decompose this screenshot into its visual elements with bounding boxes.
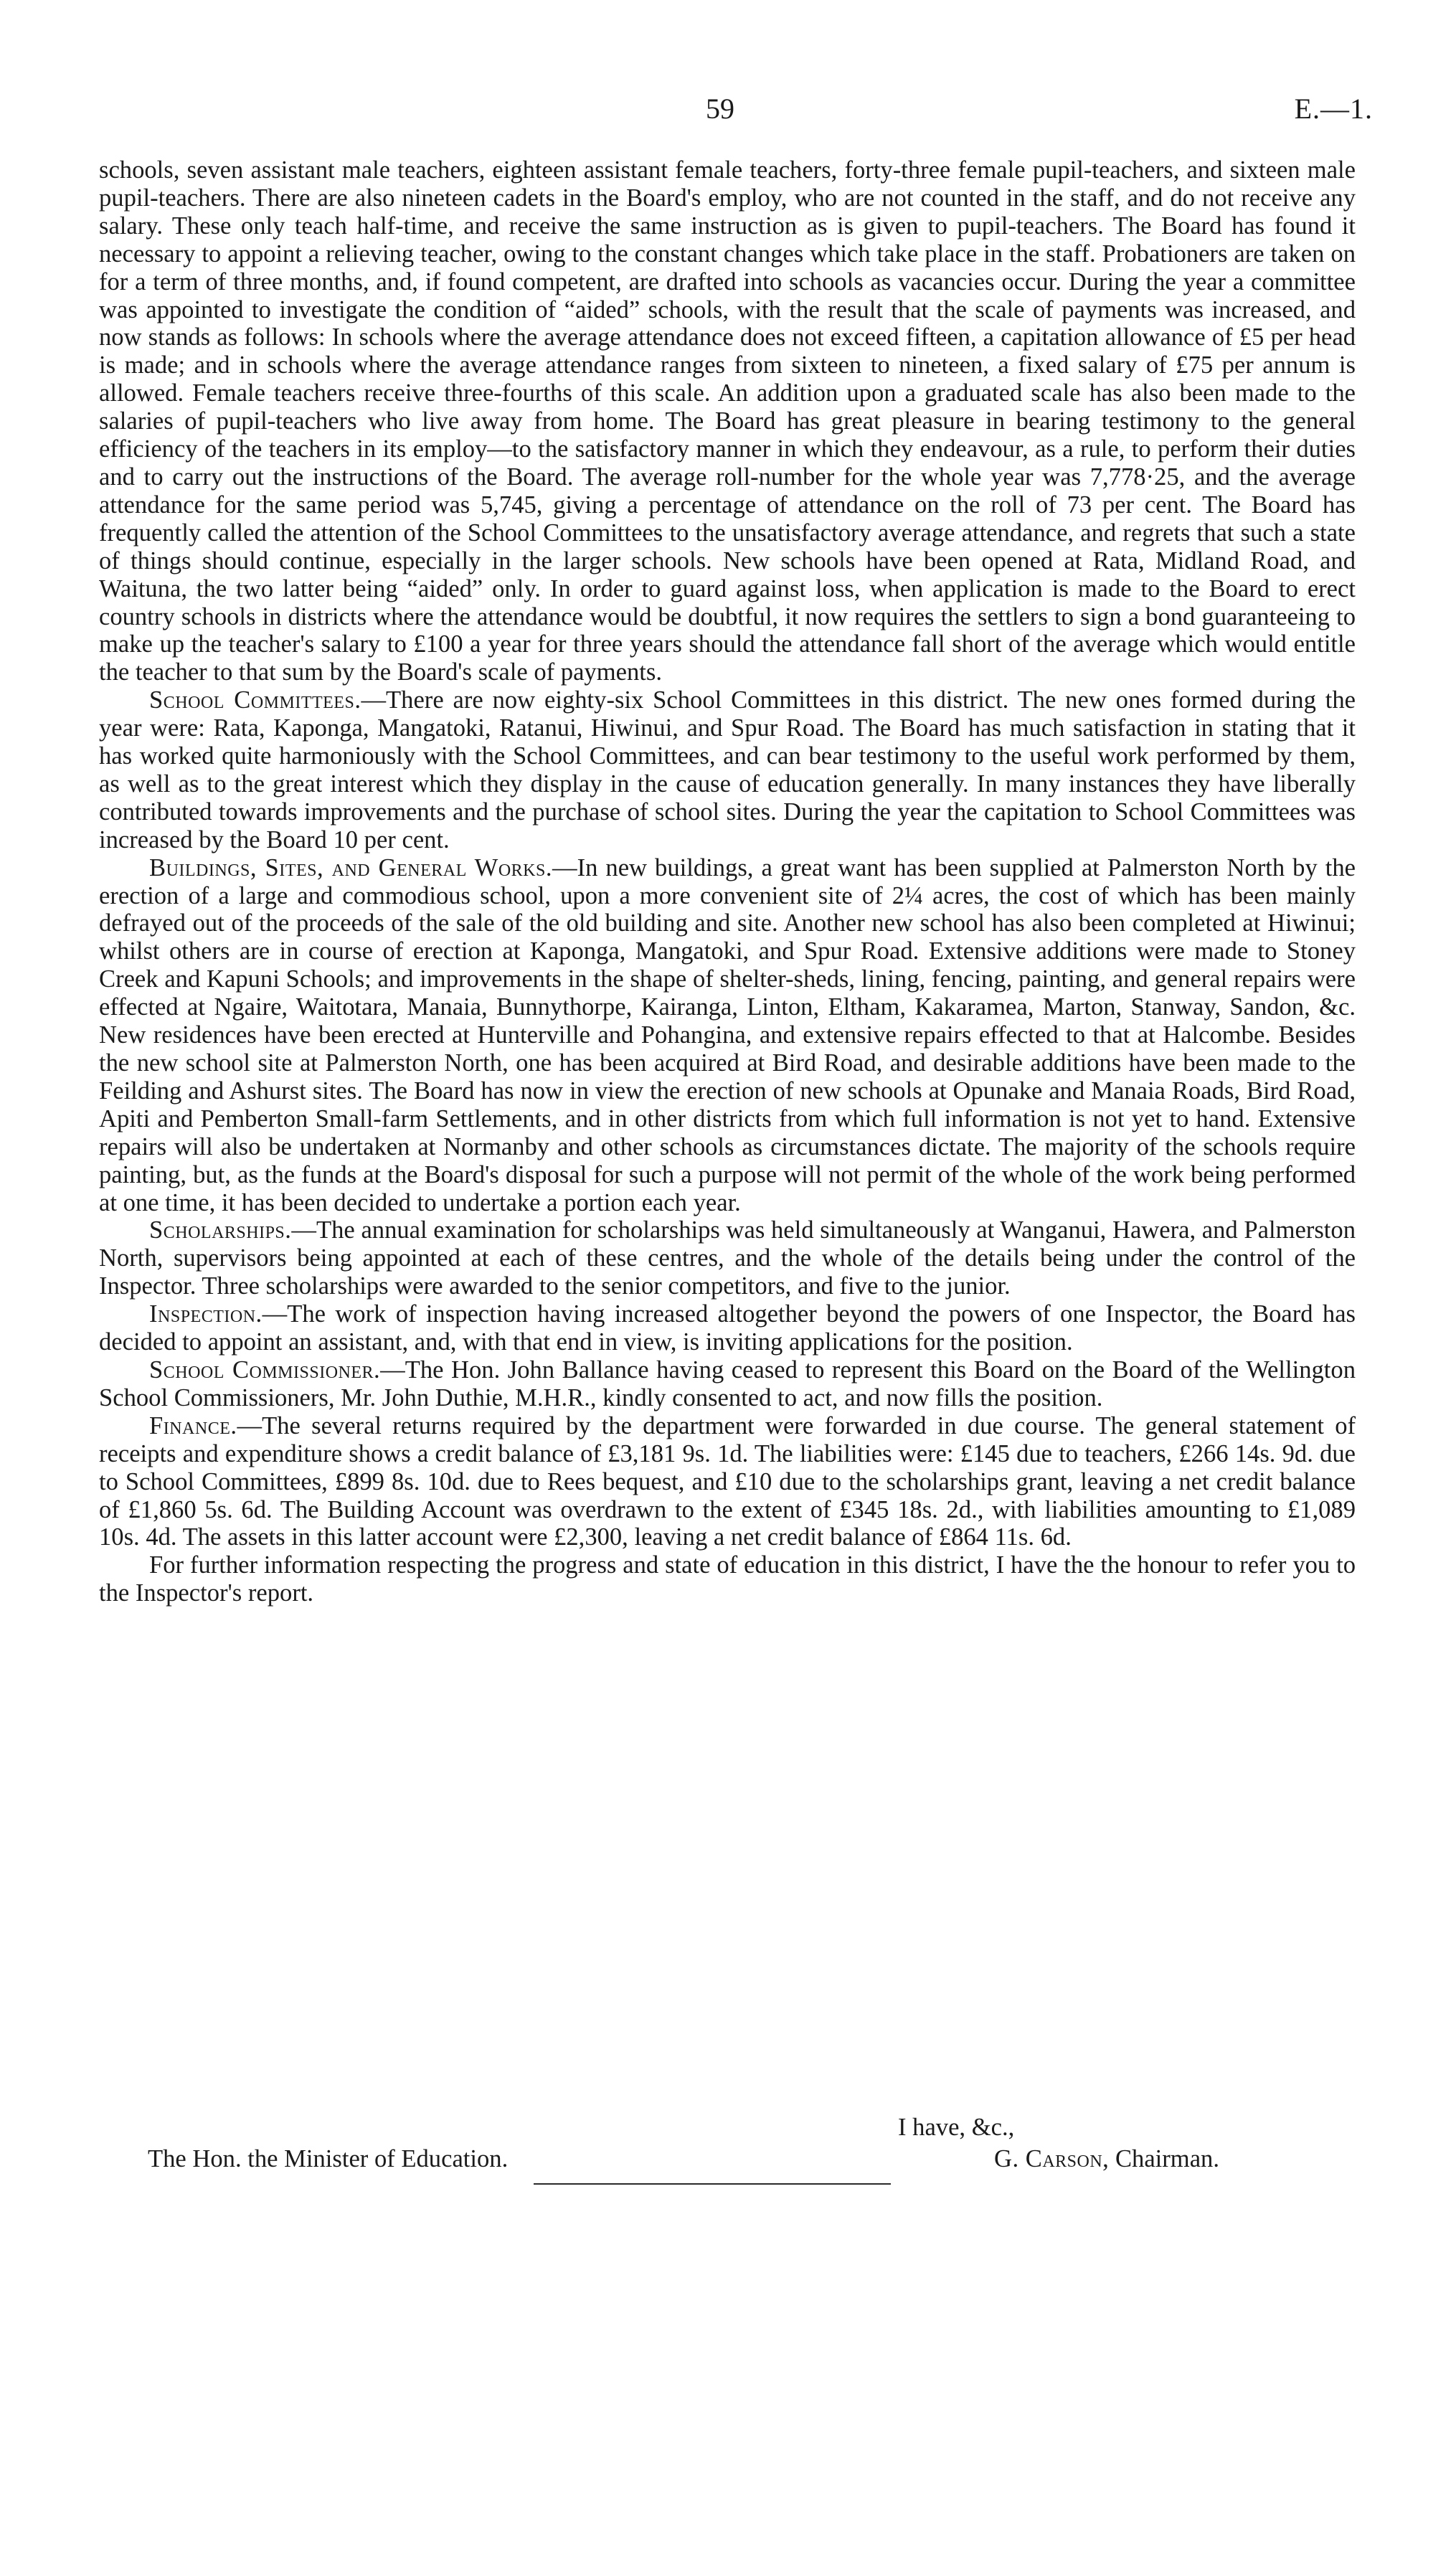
- closing-greeting: I have, &c.,: [898, 2114, 1015, 2141]
- page-header: [0, 92, 1456, 135]
- addressee: The Hon. the Minister of Education.: [148, 2145, 509, 2172]
- paragraph-scholarships: [99, 1216, 1356, 1300]
- paragraph-text: —The work of inspection having increased altogether beyond the powers of one Inspector, the Board has decided to appoint an assistant, and, with that end in view, is inviting applications for the position.: [99, 1300, 1356, 1356]
- paragraph-staff-attendance: [99, 156, 1356, 686]
- paragraph-buildings: [99, 854, 1356, 1217]
- paragraph-text: —The Hon. John Ballance having ceased to represent this Board on the Board of the Wellington School Commissioners, Mr. John Duthie, M.H.R., kindly consented to act, and now fills the position.: [99, 1356, 1356, 1411]
- signature: [994, 2144, 1219, 2173]
- report-body: [99, 156, 1356, 1607]
- paragraph-text: —In new buildings, a great want has been supplied at Palmerston North by the erection of a large and commodious school, upon a more convenient site of 2¼ acres, the cost of which has been mainly defrayed out of the proceeds of the sale of the old building and site. Another new school has also been completed at Hiwinui; whilst others are in course of erection at Kaponga, Mangatoki, and Spur Road. Extensive additions were made to Stoney Creek and Kapuni Schools; and improvements in the shape of shelter-sheds, lining, fencing, painting, and general repairs were effected at Ngaire, Waitotara, Manaia, Bunnythorpe, Kairanga, Linton, Eltham, Kakaramea, Marton, Stanway, Sandon, &c. New residences have been erected at Hunterville and Pohangina, and extensive repairs effected to that at Halcombe. Besides the new school site at Palmerston North, one has been acquired at Bird Road, and desirable additions have been made to the Feilding and Ashurst sites. The Board has now in view the erection of new schools at Opunake and Manaia Roads, Bird Road, Apiti and Pemberton Small-farm Settlements, and in other districts from which full information is not yet to hand. Extensive repairs will also be undertaken at Normanby and other schools as circumstances dictate. The majority of the schools require painting, but, as the funds at the Board's disposal for such a purpose will not permit of the whole of the work being performed at one time, it has been decided to undertake a portion each year.: [99, 853, 1356, 1216]
- paragraph-inspection: [99, 1300, 1356, 1356]
- paragraph-text: —The annual examination for scholarships was held simultaneously at Wanganui, Hawera, and Palmerston North, supervisors being appointed at each of these centres, and the whole of the details being under the control of the Inspector. Three scholarships were awarded to the senior competitors, and five to the junior.: [99, 1216, 1356, 1300]
- section-heading: Inspection.: [149, 1300, 263, 1328]
- section-heading: School Committees.: [149, 686, 361, 714]
- section-heading: Scholarships.: [149, 1216, 292, 1244]
- section-heading: Finance.: [149, 1411, 237, 1439]
- section-heading: Buildings, Sites, and General Works.: [149, 853, 552, 881]
- page-number: 59: [706, 93, 734, 125]
- paragraph-text: For further information respecting the progress and state of education in this district, I have the the honour to refer you to the Inspector's report.: [99, 1551, 1356, 1607]
- paragraph-text: —The several returns required by the department were forwarded in due course. The general statement of receipts and expenditure shows a credit balance of £3,181 9s. 1d. The liabilities were: £145 due to teachers, £266 14s. 9d. due to School Committees, £899 8s. 10d. due to Rees bequest, and £10 due to the scholarships grant, leaving a net credit balance of £1,860 5s. 6d. The Building Account was overdrawn to the extent of £345 18s. 2d., with liabilities amounting to £1,089 10s. 4d. The assets in this latter account were £2,300, leaving a net credit balance of £864 11s. 6d.: [99, 1411, 1356, 1551]
- paragraph-school-committees: [99, 686, 1356, 853]
- paragraph-further-information: [99, 1551, 1356, 1607]
- paragraph-finance: [99, 1412, 1356, 1552]
- paragraph-school-commissioner: [99, 1356, 1356, 1412]
- paragraph-text: —There are now eighty-six School Committees in this district. The new ones formed during the year were: Rata, Kaponga, Mangatoki, Ratanui, Hiwinui, and Spur Road. The Board has much satisfaction in stating that it has worked quite harmoniously with the School Committees, and can bear testimony to the useful work performed by them, as well as to the great interest which they display in the cause of education generally. In many instances they have liberally contributed towards improvements and the purchase of school sites. During the year the capitation to School Committees was increased by the Board 10 per cent.: [99, 686, 1356, 853]
- paragraph-text: schools, seven assistant male teachers, eighteen assistant female teachers, forty-three female pupil-teachers, and sixteen male pupil-teachers. There are also nineteen cadets in the Board's employ, who are not counted in the staff, and do not receive any salary. These only teach half-time, and receive the same instruction as is given to pupil-teachers. The Board has found it necessary to appoint a relieving teacher, owing to the constant changes which take place in the staff. Probationers are taken on for a term of three months, and, if found competent, are drafted into schools as vacancies occur. During the year a committee was appointed to investigate the condition of “aided” schools, with the result that the scale of payments was increased, and now stands as follows: In schools where the average attendance does not exceed fifteen, a capitation allowance of £5 per head is made; and in schools where the average attendance ranges from sixteen to nineteen, a fixed salary of £75 per annum is allowed. Female teachers receive three-fourths of this scale. An addition upon a graduated scale has also been made to the salaries of pupil-teachers who live away from home. The Board has great pleasure in bearing testimony to the general efficiency of the teachers in its employ—to the satisfactory manner in which they endeavour, as a rule, to perform their duties and to carry out the instructions of the Board. The average roll-number for the whole year was 7,778·25, and the average attendance for the same period was 5,745, giving a percentage of attendance on the roll of 73 per cent. The Board has frequently called the attention of the School Committees to the unsatisfactory average attendance, and regrets that such a state of things should continue, especially in the larger schools. New schools have been opened at Rata, Midland Road, and Waituna, the two latter being “aided” only. In order to guard against loss, when application is made to the Board to erect country schools in districts where the attendance would be doubtful, it now requires the settlers to sign a bond guaranteeing to make up the teacher's salary to £100 a year for three years should the attendance fall short of the average which would entitle the teacher to that sum by the Board's scale of payments.: [99, 156, 1356, 686]
- document-reference: E.—1.: [1294, 93, 1373, 125]
- closing-rule: [534, 2183, 891, 2185]
- signatory-title: Chairman.: [1115, 2145, 1219, 2172]
- signatory-name: G. Carson,: [994, 2145, 1110, 2172]
- section-heading: School Commissioner.: [149, 1356, 381, 1384]
